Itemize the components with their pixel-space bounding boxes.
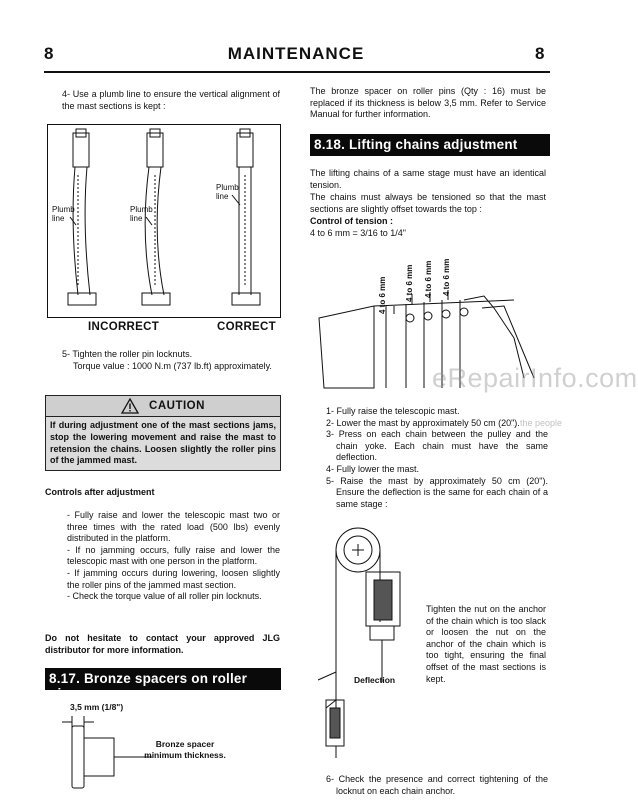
deflection-label: Deflection [354,675,396,685]
watermark: eRepairInfo.com [432,363,638,393]
page-title: MAINTENANCE [227,44,365,63]
controls-item: - Fully raise and lower the telescopic mast two or three times with the rated load (500 lbs) evenly distributed in the platform. [67,510,280,544]
page-number-left: 8 [44,44,54,63]
caution-body: If during adjustment one of the mast sections jams, stop the lowering movement and raise the mast to retension the chains. Loosen slightly the roller pins of the jammed mast. [45,417,281,471]
bronze-spacer-text: The bronze spacer on roller pins (Qty : 16) must be replaced if its thickness is below 3,5 mm. Refer to Service Manual for further information. [310,86,546,120]
plumb-line-label-a: Plumb line [52,205,75,223]
mast-alignment-drawing [48,125,280,317]
chain-pulley-drawing [310,522,420,762]
step-6-text: 6- Check the presence and correct tightening of the locknut on each chain anchor. [326,774,548,796]
section-8-17-heading: 8.17. Bronze spacers on roller pins [45,668,281,690]
step-5-torque: Torque value : 1000 N.m (737 lb.ft) approximately. [73,361,272,371]
spacer-dimension: 3,5 mm (1/8") [70,702,124,712]
chains-paragraph-2: The chains must always be tensioned so that the mast sections are slightly offset towards the top : [310,192,546,214]
spacer-label: Bronze spacer minimum thickness. [144,739,226,760]
control-of-tension-value: 4 to 6 mm = 3/16 to 1/4" [310,228,406,238]
chain-offset-label-3: 4 to 6 mm [424,260,433,298]
controls-list [67,510,280,603]
page-number-right: 8 [535,44,545,63]
caution-title: CAUTION [149,400,205,412]
adjust-step-2: 2- Lower the mast by approximately 50 cm (20"). [326,417,520,428]
adjust-step-1: 1- Fully raise the telescopic mast. [326,406,460,416]
incorrect-caption: INCORRECT [88,321,160,333]
section-8-18-heading: 8.18. Lifting chains adjustment [310,134,550,156]
tighten-instructions: Tighten the nut on the anchor of the chain which is too slack or loosen the nut on the anchor of the chain which is too tight, ensuring the final offset of the mast sections is kept. [426,604,546,684]
contact-note: Do not hesitate to contact your approved JLG distributor for more information. [45,633,280,655]
plumb-line-label-c: Plumb line [216,183,239,201]
controls-item: - If jamming occurs during lowering, loosen slightly the roller pins of the jammed mast section. [67,567,280,590]
chain-offset-label-2: 4 to 6 mm [405,264,414,302]
correct-caption: CORRECT [217,321,276,333]
plumb-line-label-b: Plumb line [130,205,153,223]
chain-offset-label-4: 4 to 6 mm [442,258,451,296]
controls-title: Controls after adjustment [45,487,155,497]
adjust-step-3: 3- Press on each chain between the pulley and the chain yoke. Each chain must have the same deflection. [326,429,548,463]
step-5-text: 5- Tighten the roller pin locknuts. [62,349,193,359]
control-of-tension-title: Control of tension : [310,216,393,226]
chains-paragraph-1: The lifting chains of a same stage must have an identical tension. [310,168,546,190]
warning-triangle-icon [121,398,139,414]
step-4-text: 4- Use a plumb line to ensure the vertical alignment of the mast sections is kept : [62,89,280,111]
adjust-step-5: 5- Raise the mast by approximately 50 cm (20"). Ensure the deflection is the same for each chain of a same stage : [326,475,548,509]
plumb-line-figure [47,124,281,318]
adjust-step-4: 4- Fully lower the mast. [326,463,420,474]
header-rule [44,71,550,73]
chain-offset-label-1: 4 to 6 mm [378,276,387,314]
controls-item: - Check the torque value of all roller pin locknuts. [67,591,262,602]
caution-header [45,395,281,417]
watermark-sub: ... the people [510,418,563,428]
adjust-steps [326,406,548,510]
controls-item: - If no jamming occurs, fully raise and lower the telescopic mast with one person in the platform. [67,544,280,567]
